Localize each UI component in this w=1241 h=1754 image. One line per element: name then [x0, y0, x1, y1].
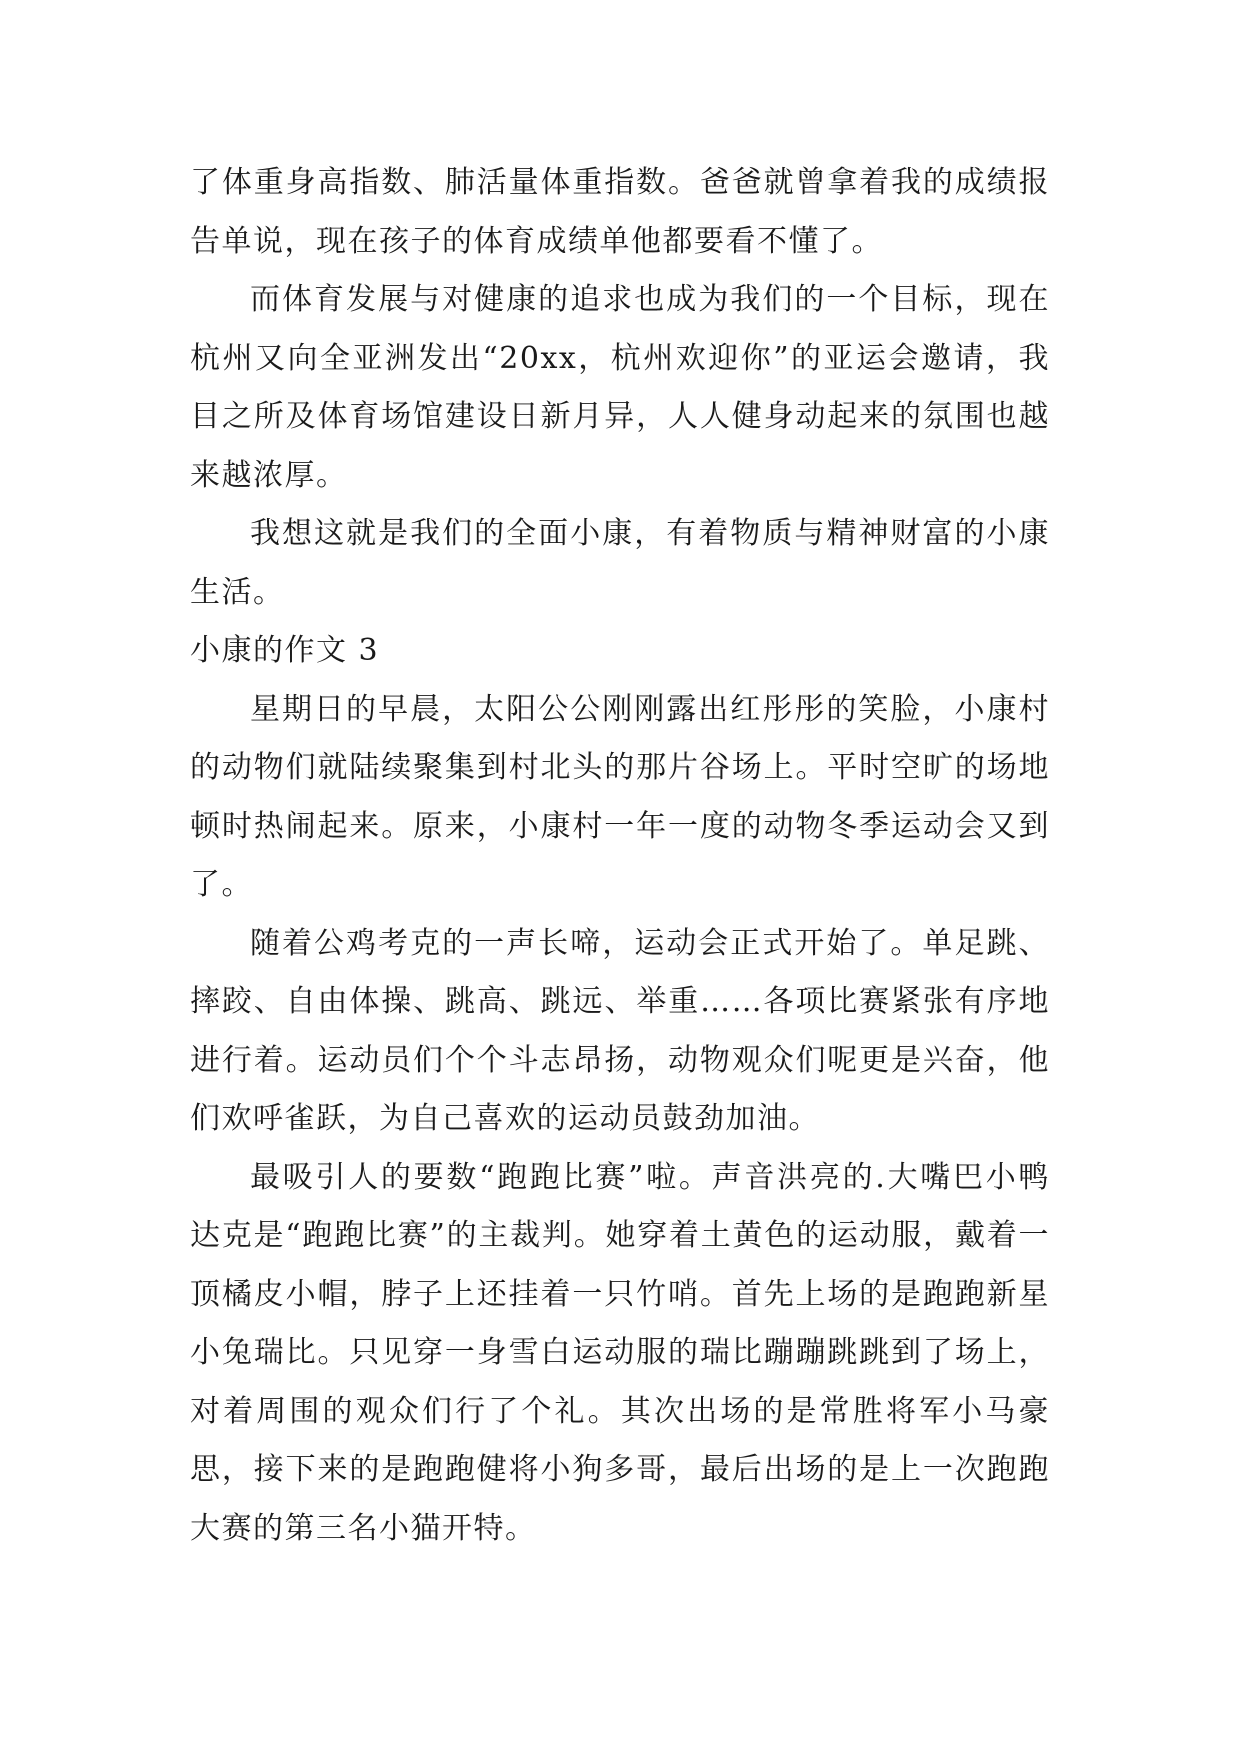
document-body	[190, 154, 1050, 1558]
paragraph-xiaokang-life: 我想这就是我们的全面小康，有着物质与精神财富的小康生活。	[190, 516, 1050, 610]
section-title: 小康的作文 3	[190, 633, 380, 668]
paragraph-asian-games: 而体育发展与对健康的追求也成为我们的一个目标，现在杭州又向全亚洲发出“20xx，杭州欢迎你”的亚运会邀请，我目之所及体育场馆建设日新月异，人人健身动起来的氛围也越来越浓厚。	[190, 282, 1050, 493]
paragraph-continued: 了体重身高指数、肺活量体重指数。爸爸就曾拿着我的成绩报告单说，现在孩子的体育成绩单他都要看不懂了。	[190, 165, 1050, 259]
paragraph-running-race: 最吸引人的要数“跑跑比赛”啦。声音洪亮的.大嘴巴小鸭达克是“跑跑比赛”的主裁判。她穿着土黄色的运动服，戴着一顶橘皮小帽，脖子上还挂着一只竹哨。首先上场的是跑跑新星小兔瑞比。只见穿一身雪白运动服的瑞比蹦蹦跳跳到了场上，对着周围的观众们行了个礼。其次出场的是常胜将军小马豪思，接下来的是跑跑健将小狗多哥，最后出场的是上一次跑跑大赛的第三名小猫开特。	[190, 1159, 1050, 1546]
paragraph-sunday-morning: 星期日的早晨，太阳公公刚刚露出红彤彤的笑脸，小康村的动物们就陆续聚集到村北头的那片谷场上。平时空旷的场地顿时热闹起来。原来，小康村一年一度的动物冬季运动会又到了。	[190, 691, 1050, 902]
paragraph-games-begin: 随着公鸡考克的一声长啼，运动会正式开始了。单足跳、摔跤、自由体操、跳高、跳远、举重……各项比赛紧张有序地进行着。运动员们个个斗志昂扬，动物观众们呢更是兴奋，他们欢呼雀跃，为自己喜欢的运动员鼓劲加油。	[190, 925, 1050, 1136]
